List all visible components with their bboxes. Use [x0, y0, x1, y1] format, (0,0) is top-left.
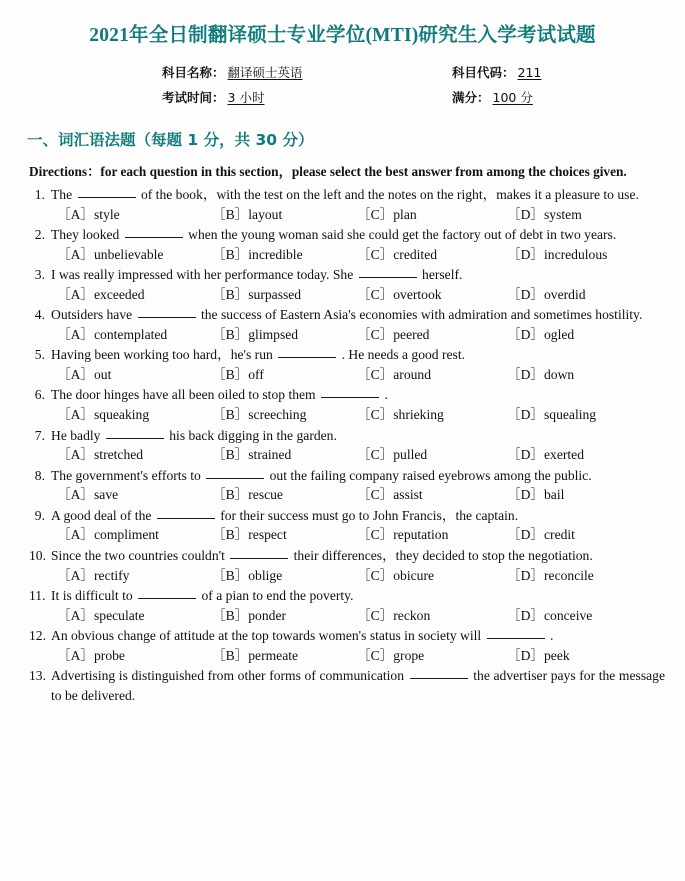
question-item	[29, 225, 665, 265]
question-number: 7.	[34, 427, 45, 443]
meta-subject-code	[452, 63, 541, 81]
directions-text: Directions：for each question in this section，please select the best answer from among the choices given.	[29, 164, 627, 180]
option-row	[29, 405, 665, 425]
answer-blank	[321, 385, 379, 399]
question-item	[29, 426, 665, 466]
question-text-after-blank: .	[381, 387, 388, 403]
option-choice[interactable]: ［C］reckon	[357, 607, 431, 623]
answer-blank	[138, 585, 196, 599]
question-stem	[29, 426, 665, 446]
question-text-before-blank: They looked	[51, 227, 123, 243]
option-row	[29, 606, 665, 626]
question-text-before-blank: The door hinges have all been oiled to stop them	[51, 387, 320, 403]
option-choice[interactable]: ［D］incredulous	[507, 246, 608, 262]
question-text-after-blank: his back digging in the garden.	[165, 427, 337, 443]
full-marks-label: 满分：	[452, 90, 490, 106]
option-choice[interactable]: ［B］strained	[212, 447, 292, 463]
question-text-after-blank: . He needs a good rest.	[338, 347, 466, 363]
question-text	[51, 185, 665, 205]
question-stem	[29, 586, 665, 606]
option-row	[29, 525, 665, 545]
question-text	[51, 225, 665, 245]
option-choice[interactable]: ［C］pulled	[357, 447, 428, 463]
answer-blank	[125, 225, 183, 239]
question-stem	[29, 185, 665, 205]
option-choice[interactable]: ［D］down	[507, 367, 575, 383]
question-item	[29, 265, 665, 305]
option-choice[interactable]: ［D］exerted	[507, 447, 585, 463]
question-item	[29, 666, 665, 705]
answer-blank	[138, 305, 196, 319]
option-choice[interactable]: ［D］reconcile	[507, 567, 594, 583]
answer-blank	[278, 345, 336, 359]
question-text	[51, 385, 665, 405]
question-stem	[29, 305, 665, 325]
exam-meta-block	[0, 63, 685, 106]
question-text	[51, 426, 665, 446]
question-text-before-blank: Having been working too hard，he's run	[51, 347, 277, 363]
question-stem	[29, 626, 665, 646]
option-row	[29, 566, 665, 586]
option-choice[interactable]: ［C］grope	[357, 647, 425, 663]
question-text-after-blank: when the young woman said she could get the factory out of debt in two years.	[184, 227, 617, 243]
question-item	[29, 466, 665, 506]
answer-blank	[230, 545, 288, 559]
option-choice[interactable]: ［A］unbelievable	[57, 246, 164, 262]
option-choice[interactable]: ［A］rectify	[57, 567, 130, 583]
question-text-after-blank: the success of Eastern Asia's economies with admiration and sometimes hostility.	[197, 307, 643, 323]
option-choice[interactable]: ［D］overdid	[507, 286, 586, 302]
option-choice[interactable]: ［B］rescue	[212, 487, 283, 503]
option-choice[interactable]: ［D］conceive	[507, 607, 593, 623]
question-number: 6.	[34, 387, 45, 403]
question-stem	[29, 546, 665, 566]
question-text-after-blank: their differences，they decided to stop the negotiation.	[290, 547, 593, 563]
option-choice[interactable]: ［A］style	[57, 206, 120, 222]
question-text-after-blank: out the failing company raised eyebrows among the public.	[266, 467, 592, 483]
option-choice[interactable]: ［A］save	[57, 487, 119, 503]
question-stem	[29, 506, 665, 526]
option-choice[interactable]: ［A］probe	[57, 647, 125, 663]
question-number: 4.	[34, 307, 45, 323]
question-text	[51, 265, 665, 285]
question-text-before-blank: The	[51, 187, 76, 202]
answer-blank	[157, 505, 215, 519]
full-marks-value: 100 分	[492, 90, 533, 106]
question-text-after-blank: of the book，with the test on the left and the notes on the right，makes it a pleasure to use.	[137, 187, 639, 202]
question-item	[29, 385, 665, 425]
option-row	[29, 485, 665, 505]
question-number: 1.	[34, 187, 45, 202]
option-choice[interactable]: ［A］speculate	[57, 607, 145, 623]
option-choice[interactable]: ［C］obicure	[357, 567, 435, 583]
option-choice[interactable]: ［D］squealing	[507, 407, 597, 423]
option-choice[interactable]: ［A］stretched	[57, 447, 144, 463]
question-text-after-blank: for their success must go to John Francis，the captain.	[216, 507, 519, 523]
option-choice[interactable]: ［C］shrieking	[357, 407, 444, 423]
question-number: 8.	[34, 467, 45, 483]
answer-blank	[359, 265, 417, 279]
question-item	[29, 305, 665, 345]
question-item	[29, 506, 665, 546]
question-text-after-blank: the advertiser pays for the message to be delivered.	[51, 668, 665, 703]
question-text-before-blank: Advertising is distinguished from other forms of communication	[51, 668, 408, 684]
option-choice[interactable]: ［C］overtook	[357, 286, 442, 302]
option-choice[interactable]: ［C］plan	[357, 206, 417, 222]
option-choice[interactable]: ［B］glimpsed	[212, 326, 299, 342]
option-choice[interactable]: ［B］incredible	[212, 246, 303, 262]
option-row	[29, 445, 665, 465]
option-row	[29, 285, 665, 305]
question-number: 12.	[29, 628, 46, 644]
section-heading: 一、词汇语法题（每题 1 分，共 30 分）	[27, 131, 314, 150]
question-text-before-blank: Since the two countries couldn't	[51, 547, 229, 563]
question-text-before-blank: Outsiders have	[51, 307, 136, 323]
question-number: 3.	[34, 267, 45, 283]
option-choice[interactable]: ［C］credited	[357, 246, 438, 262]
option-choice[interactable]: ［B］oblige	[212, 567, 283, 583]
question-text-before-blank: A good deal of the	[51, 507, 155, 523]
question-item	[29, 345, 665, 385]
question-text	[51, 305, 665, 325]
option-choice[interactable]: ［D］credit	[507, 527, 575, 543]
option-choice[interactable]: ［C］reputation	[357, 527, 449, 543]
question-text	[51, 626, 665, 646]
question-text	[51, 666, 665, 705]
option-choice[interactable]: ［C］peered	[357, 326, 430, 342]
subject-code-value: 211	[517, 65, 542, 81]
option-choice[interactable]: ［A］contemplated	[57, 326, 168, 342]
option-choice[interactable]: ［C］around	[357, 367, 432, 383]
option-row	[29, 325, 665, 345]
option-choice[interactable]: ［D］peek	[507, 647, 570, 663]
option-choice[interactable]: ［B］respect	[212, 527, 287, 543]
question-text-after-blank: .	[546, 628, 554, 644]
exam-time-label: 考试时间：	[162, 90, 225, 106]
option-choice[interactable]: ［A］out	[57, 367, 112, 383]
question-number: 13.	[29, 668, 46, 684]
question-number: 10.	[29, 547, 46, 563]
option-choice[interactable]: ［A］compliment	[57, 527, 159, 543]
question-number: 2.	[34, 227, 45, 243]
question-text-after-blank: of a pian to end the poverty.	[198, 587, 354, 603]
answer-blank	[106, 425, 164, 439]
option-choice[interactable]: ［C］assist	[357, 487, 423, 503]
question-item	[29, 586, 665, 626]
question-stem	[29, 265, 665, 285]
answer-blank	[410, 666, 468, 680]
question-number: 11.	[29, 587, 46, 603]
question-number: 5.	[34, 347, 45, 363]
question-item	[29, 546, 665, 586]
question-list	[0, 185, 685, 706]
meta-exam-time	[162, 88, 452, 106]
option-choice[interactable]: ［A］exceeded	[57, 286, 145, 302]
question-text	[51, 466, 665, 486]
page-title: 2021年全日制翻译硕士专业学位(MTI)研究生入学考试试题	[89, 25, 596, 46]
question-text	[51, 546, 665, 566]
subject-name-value: 翻译硕士英语	[227, 65, 303, 81]
answer-blank	[487, 626, 545, 640]
option-choice[interactable]: ［D］bail	[507, 487, 565, 503]
option-choice[interactable]: ［B］surpassed	[212, 286, 302, 302]
question-stem	[29, 666, 665, 705]
answer-blank	[206, 465, 264, 479]
meta-row-time	[162, 88, 685, 106]
subject-name-label: 科目名称：	[162, 65, 225, 81]
option-choice[interactable]: ［B］screeching	[212, 407, 307, 423]
question-text-before-blank: It is difficult to	[51, 587, 137, 603]
question-text	[51, 586, 665, 606]
exam-time-value: 3 小时	[227, 90, 265, 106]
question-stem	[29, 345, 665, 365]
question-stem	[29, 466, 665, 486]
question-text-before-blank: He badly	[51, 427, 104, 443]
question-text-before-blank: The government's efforts to	[51, 467, 205, 483]
answer-blank	[78, 185, 136, 199]
subject-code-label: 科目代码：	[452, 65, 515, 81]
option-row	[29, 365, 665, 385]
question-text-before-blank: I was really impressed with her performance today. She	[51, 267, 357, 283]
option-choice[interactable]: ［D］system	[507, 206, 582, 222]
option-choice[interactable]: ［D］ogled	[507, 326, 575, 342]
question-text-after-blank: herself.	[418, 267, 463, 283]
option-choice[interactable]: ［B］off	[212, 367, 264, 383]
question-item	[29, 626, 665, 666]
question-stem	[29, 225, 665, 245]
option-choice[interactable]: ［B］layout	[212, 206, 283, 222]
question-stem	[29, 385, 665, 405]
question-item	[29, 185, 665, 225]
option-row	[29, 646, 665, 666]
meta-full-marks	[452, 88, 533, 106]
question-number: 9.	[34, 507, 45, 523]
option-choice[interactable]: ［A］squeaking	[57, 407, 150, 423]
question-text	[51, 345, 665, 365]
option-choice[interactable]: ［B］permeate	[212, 647, 299, 663]
option-choice[interactable]: ［B］ponder	[212, 607, 287, 623]
meta-subject-name	[162, 63, 452, 81]
meta-row-subject	[162, 63, 685, 81]
question-text	[51, 506, 665, 526]
option-row	[29, 245, 665, 265]
question-text-before-blank: An obvious change of attitude at the top towards women's status in society will	[51, 628, 485, 644]
option-row	[29, 205, 665, 225]
